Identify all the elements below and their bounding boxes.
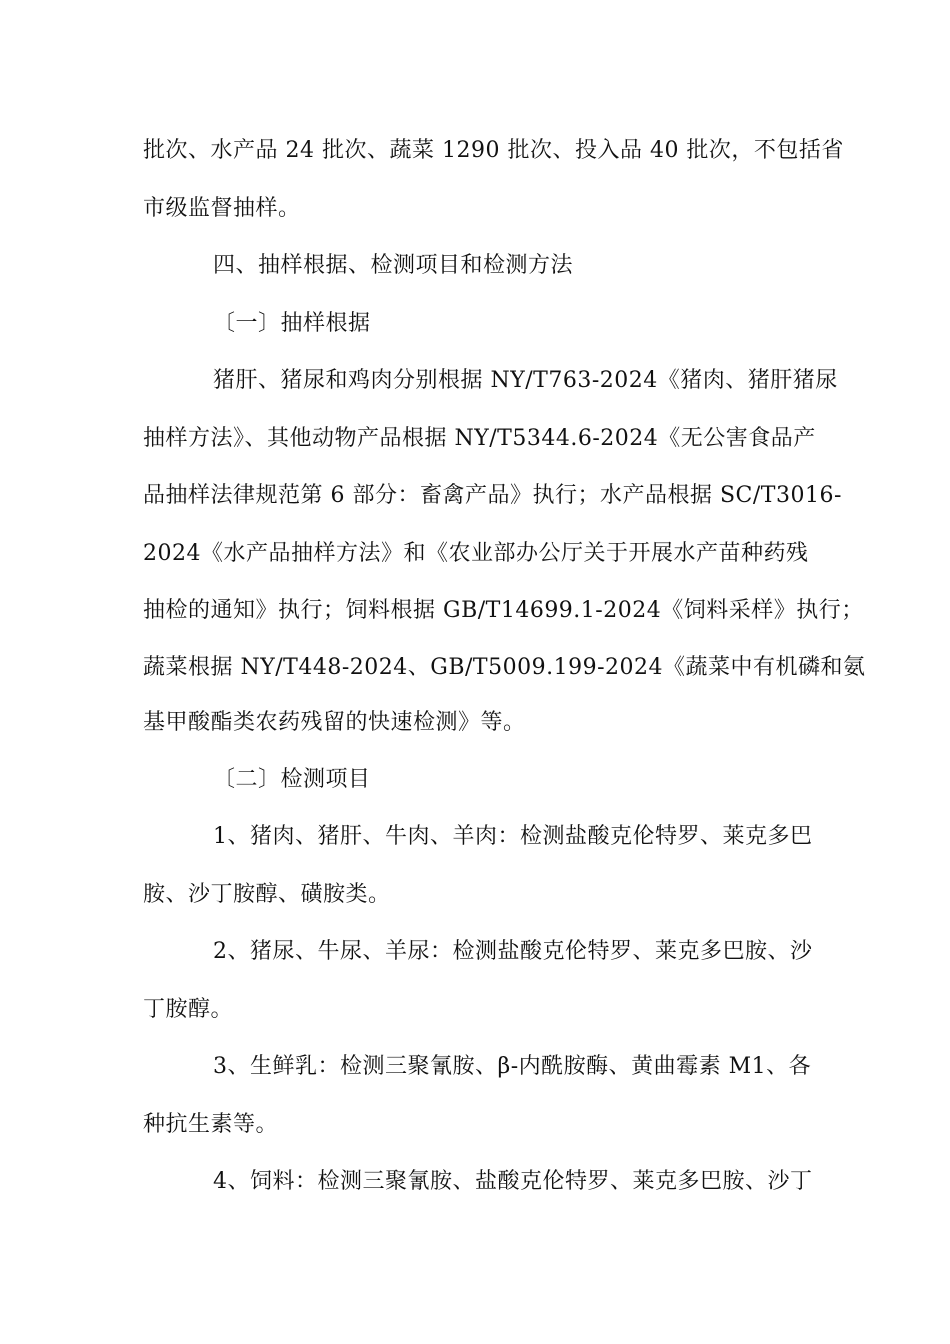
body-text-line: 猪肝、猪尿和鸡肉分别根据 NY/T763-2024《猪肉、猪肝猪尿 (213, 368, 838, 393)
body-text-line: 品抽样法律规范第 6 部分：畜禽产品》执行；水产品根据 SC/T3016- (143, 483, 842, 508)
list-item-line: 2、猪尿、牛尿、羊尿：检测盐酸克伦特罗、莱克多巴胺、沙 (213, 939, 813, 964)
body-text-line: 市级监督抽样。 (143, 196, 301, 221)
body-text-line: 抽检的通知》执行；饲料根据 GB/T14699.1-2024《饲料采样》执行； (143, 598, 864, 623)
section-heading: 四、抽样根据、检测项目和检测方法 (213, 253, 574, 278)
body-text-line: 2024《水产品抽样方法》和《农业部办公厅关于开展水产苗种药残 (143, 541, 809, 566)
subsection-heading: 〔一〕抽样根据 (213, 311, 371, 336)
list-item-line: 胺、沙丁胺醇、磺胺类。 (143, 882, 391, 907)
body-text-line: 批次、水产品 24 批次、蔬菜 1290 批次、投入品 40 批次，不包括省 (143, 138, 844, 163)
body-text-line: 蔬菜根据 NY/T448-2024、GB/T5009.199-2024《蔬菜中有机磷和氨 (143, 655, 866, 680)
list-item-line: 丁胺醇。 (143, 997, 234, 1022)
list-item-line: 种抗生素等。 (143, 1112, 279, 1137)
list-item-line: 3、生鲜乳：检测三聚氰胺、β-内酰胺酶、黄曲霉素 M1、各 (213, 1054, 812, 1079)
body-text-line: 基甲酸酯类农药残留的快速检测》等。 (143, 710, 526, 735)
list-item-line: 1、猪肉、猪肝、牛肉、羊肉：检测盐酸克伦特罗、莱克多巴 (213, 824, 813, 849)
list-item-line: 4、饲料：检测三聚氰胺、盐酸克伦特罗、莱克多巴胺、沙丁 (213, 1169, 813, 1194)
subsection-heading: 〔二〕检测项目 (213, 767, 371, 792)
body-text-line: 抽样方法》、其他动物产品根据 NY/T5344.6-2024《无公害食品产 (143, 426, 816, 451)
